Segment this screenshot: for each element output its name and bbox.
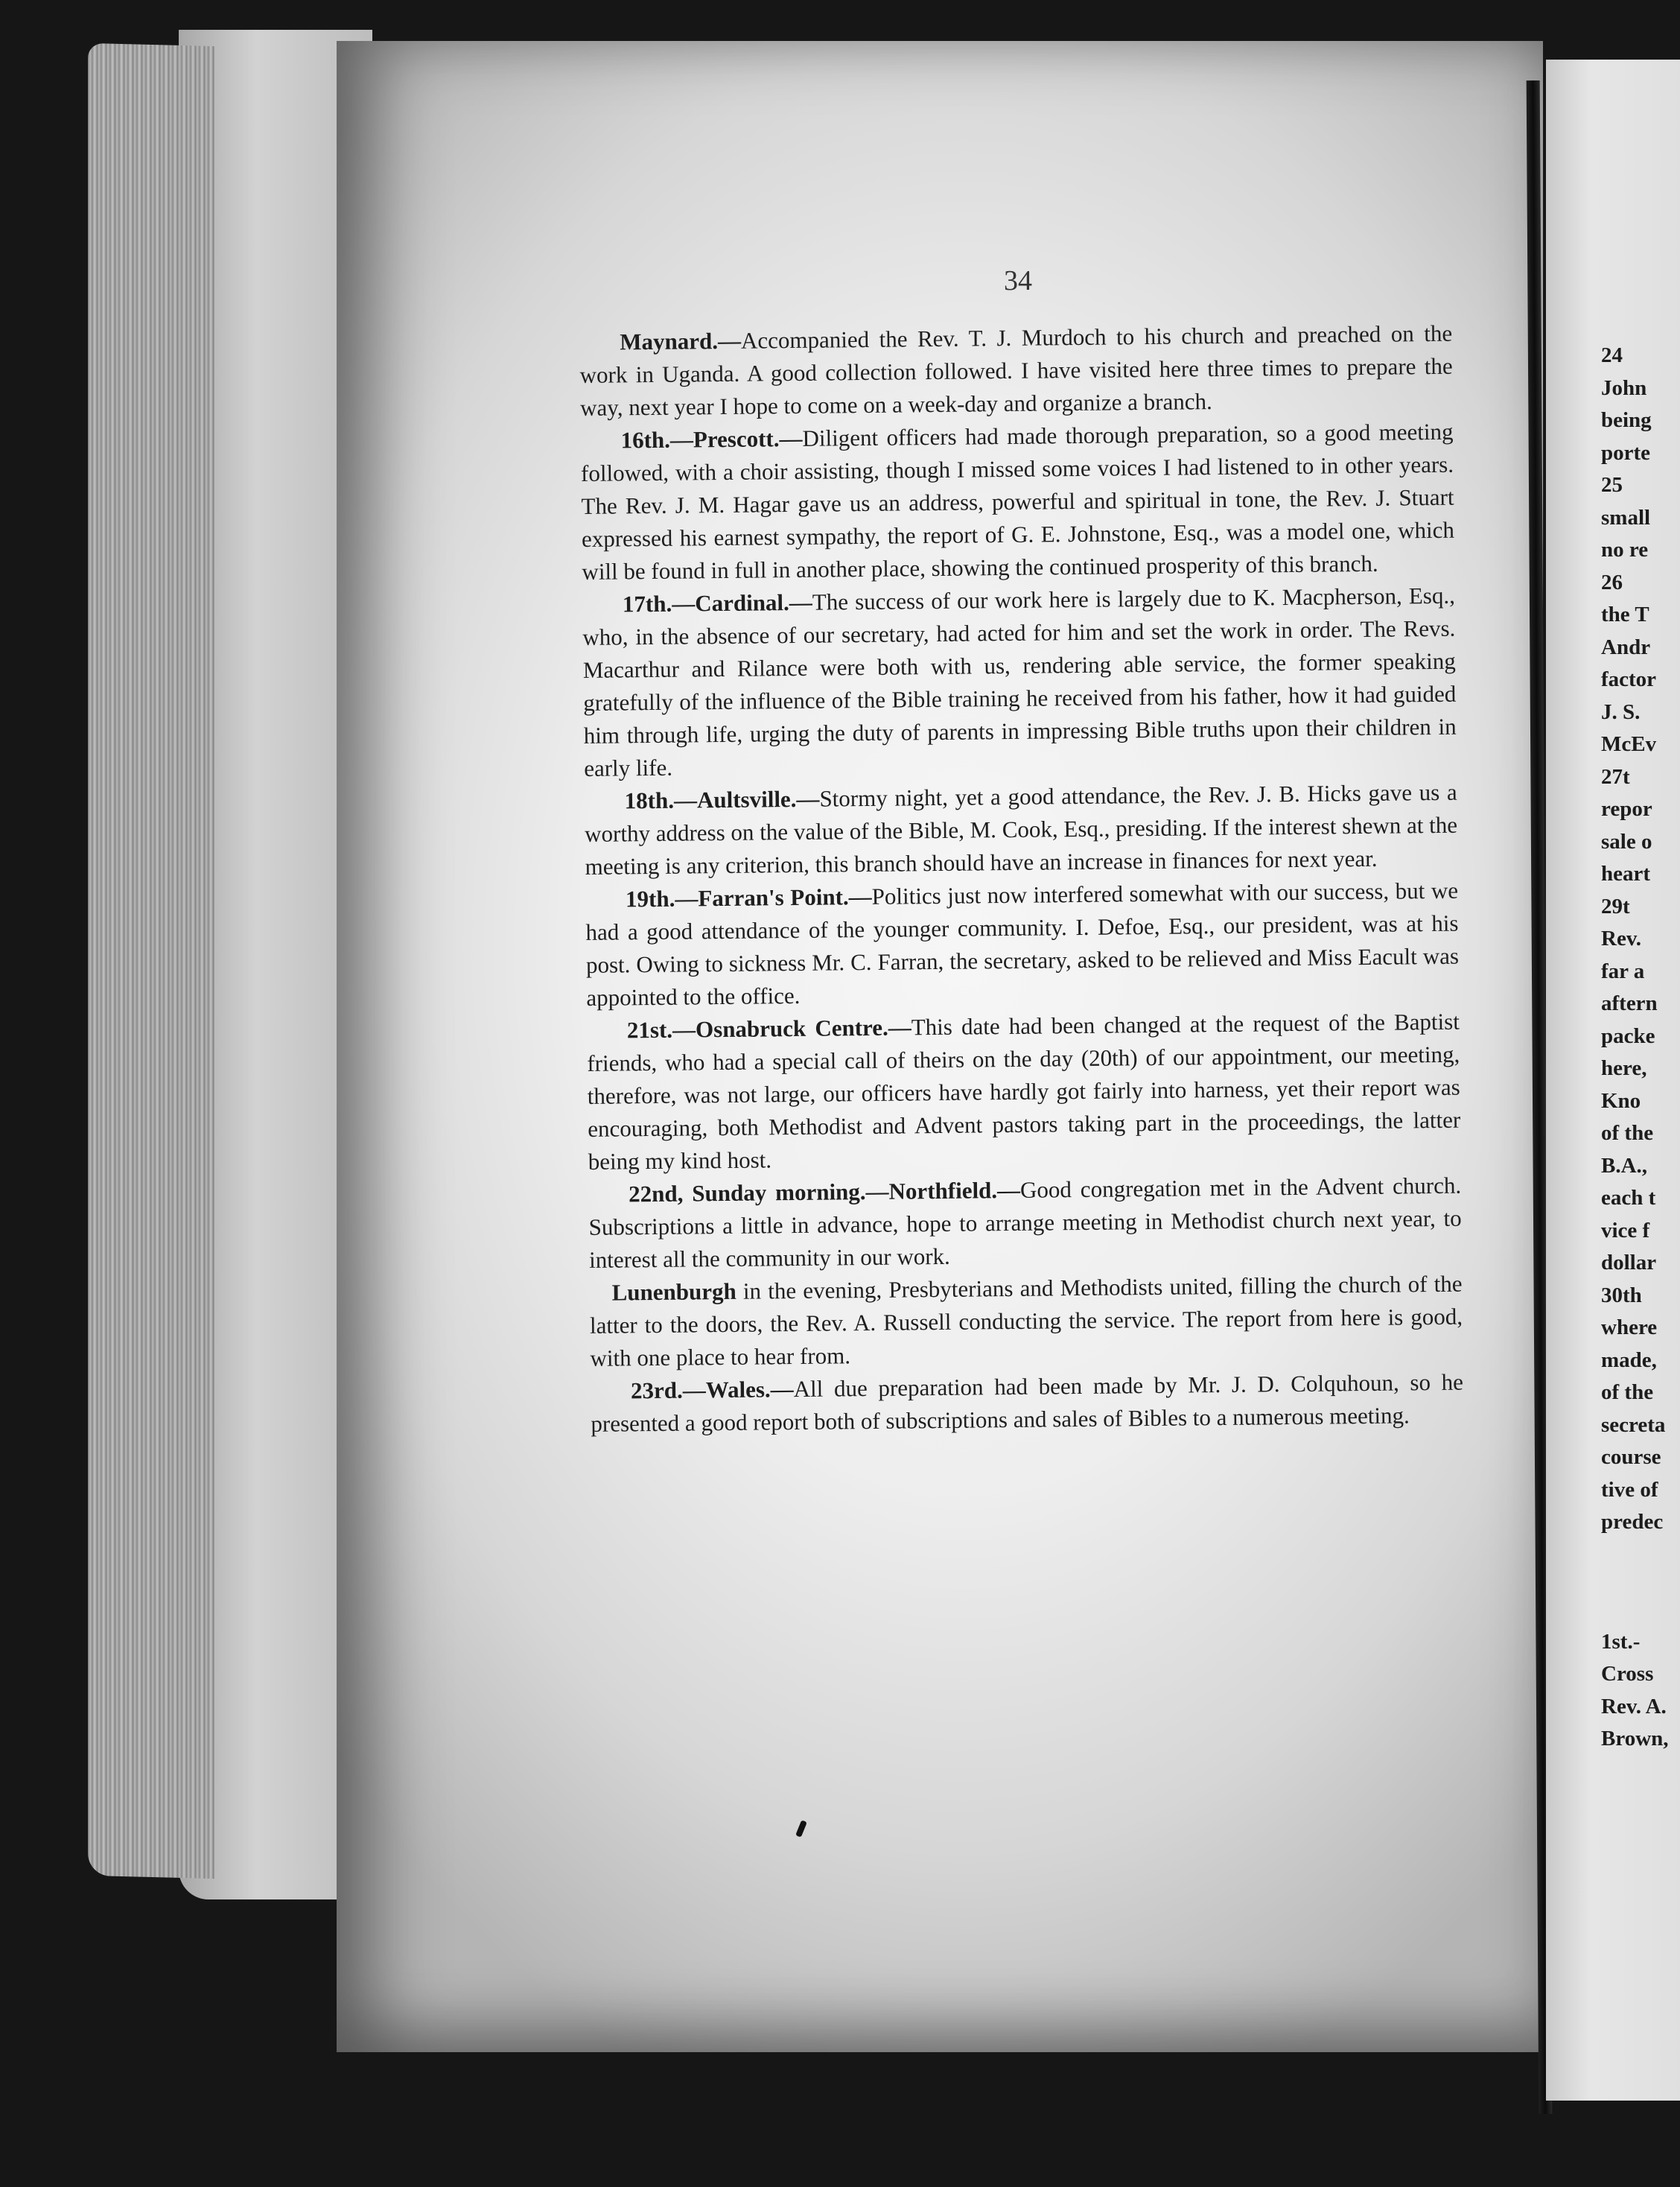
right-page-line: packe <box>1601 1023 1655 1048</box>
paragraph <box>591 1366 1464 1441</box>
right-page-line: each t <box>1601 1186 1656 1210</box>
right-page-line: heart <box>1601 862 1651 886</box>
right-page-line: secreta <box>1601 1412 1666 1437</box>
right-page-line: the T <box>1601 603 1649 626</box>
right-page-line: porte <box>1601 440 1651 465</box>
right-page-line: McEv <box>1601 732 1657 756</box>
right-page-line: Rev. A. <box>1601 1694 1667 1718</box>
right-page-line: Kno <box>1601 1088 1641 1113</box>
right-page-line: being <box>1601 408 1652 432</box>
right-page-line: Brown, <box>1601 1727 1669 1750</box>
right-page-line: sale o <box>1601 829 1652 854</box>
right-page-line: John <box>1601 375 1647 400</box>
paragraph-body: All due preparation had been made by Mr. J. D. Colquhoun, so he presented a good report both of subscriptions and sales of Bibles to a numerous meeting. <box>591 1368 1464 1437</box>
right-page-line: B.A., <box>1601 1153 1648 1178</box>
paragraph <box>588 1169 1462 1277</box>
right-page-gap <box>1601 1539 1680 1626</box>
paragraph-body: Good congregation met in the Advent church. Subscriptions a little in advance, hope to arrange meeting in Methodist church next year, to interest all the community in our work. <box>588 1172 1462 1273</box>
right-page-line: factor <box>1601 667 1657 691</box>
right-page-line: aftern <box>1601 991 1658 1015</box>
right-page-line: Rev. <box>1601 927 1641 950</box>
right-page-line: course <box>1601 1445 1661 1469</box>
right-page-line: 26 <box>1601 570 1623 594</box>
right-page-line: far a <box>1601 959 1645 983</box>
right-page-line: 1st.- <box>1601 1629 1641 1654</box>
paragraph-heading: 19th.—Farran's Point.— <box>625 883 872 912</box>
paragraph <box>585 875 1460 1015</box>
right-page-line: small <box>1601 505 1651 530</box>
paragraph <box>589 1268 1463 1375</box>
right-page-line: Andr <box>1601 635 1651 659</box>
paragraph-heading: 22nd, Sunday morning.—Northfield.— <box>629 1176 1021 1207</box>
page-number: 34 <box>1004 265 1032 296</box>
right-page-line: 27t <box>1601 764 1630 789</box>
paragraph-heading: 21st.—Osnabruck Centre.— <box>626 1014 911 1044</box>
right-page-line: 25 <box>1601 473 1623 497</box>
paragraph-heading: Maynard.— <box>620 327 742 355</box>
paragraph-heading: 18th.—Aultsville.— <box>624 785 820 814</box>
paragraph-body: Diligent officers had made thorough preparation, so a good meeting followed, with a choir assisting, though I missed some voices I had listened to in other years. The Rev. J. M. Hagar gave us an address, powerful and spiritual in tone, the Rev. J. Stuart expressed his earnest sympathy, the report of G. E. Johnstone, Esq., was a model one, which will be found in full in another place, showing the continued prosperity of this branch. <box>580 418 1455 585</box>
right-page-line: 29t <box>1601 894 1630 918</box>
right-page-line: J. S. <box>1601 699 1641 724</box>
paragraph-body: The success of our work here is largely due to K. Macpherson, Esq., who, in the absence of our secretary, had acted for him and set the work in order. The Revs. Macarthur and Rilance were both with us, rendering able service, the former speaking gratefully of the influence of the Bible training he received from his father, how it had guided him through life, urging the duty of parents in impressing Bible truths upon their children in early life. <box>582 582 1457 781</box>
paragraph <box>584 776 1457 883</box>
paragraph-heading: 16th.—Prescott.— <box>620 425 803 454</box>
paragraph <box>587 1006 1461 1178</box>
right-page-line: of the <box>1601 1380 1654 1404</box>
paragraph-body: Stormy night, yet a good attendance, the Rev. J. B. Hicks gave us a worthy address on the value of the Bible, M. Cook, Esq., presiding. If the interest shewn at the meeting is any criterion, this branch should have an increase in finances for next year. <box>584 778 1458 880</box>
right-page-line: vice f <box>1601 1218 1650 1242</box>
paragraph-heading: Lunenburgh <box>611 1277 736 1306</box>
right-page-line: here, <box>1601 1056 1647 1080</box>
paragraph-heading: 17th.—Cardinal.— <box>622 588 812 618</box>
paragraph-body: in the evening, Presbyterians and Methodists united, filling the church of the latter to the doors, the Rev. A. Russell conducting the service. The report from here is good, with one place to hear from. <box>589 1270 1463 1371</box>
right-page-line: dollar <box>1601 1251 1657 1275</box>
page-text <box>579 317 1464 1441</box>
right-page-line: no re <box>1601 538 1649 562</box>
right-page-line: predec <box>1601 1510 1664 1534</box>
right-page-line: repor <box>1601 797 1652 821</box>
right-page-text <box>1601 340 1680 1756</box>
paragraph-body: This date had been changed at the request of the Baptist friends, who had a special call of theirs on the day (20th) of our appointment, our meeting, therefore, was not large, our officers have hardly got fairly into harness, yet their report was encouraging, both Methodist and Advent pastors taking part in the proceedings, the latter being my kind host. <box>587 1008 1461 1175</box>
paragraph <box>582 580 1457 785</box>
page-edge-stack-outer <box>88 43 214 1879</box>
right-page-line: made, <box>1601 1348 1657 1372</box>
right-page-line: 24 <box>1601 343 1623 367</box>
right-page-line: 30th <box>1601 1283 1642 1307</box>
right-page-line: where <box>1601 1315 1658 1339</box>
right-page-line: of the <box>1601 1121 1654 1145</box>
paragraph-body: Politics just now interfered somewhat with our success, but we had a good attendance of the younger community. I. Defoe, Esq., our president, was at his post. Owing to sickness Mr. C. Farran, the secretary, asked to be relieved and Miss Eacult was appointed to the office. <box>585 877 1460 1011</box>
paragraph-body: Accompanied the Rev. T. J. Murdoch to his church and preached on the work in Uganda. A good collection followed. I have visited here three times to prepare the way, next year I hope to come on a week-day and organize a branch. <box>579 320 1453 421</box>
right-page-line: Cross <box>1601 1662 1654 1686</box>
paragraph <box>579 317 1453 425</box>
paragraph-heading: 23rd.—Wales.— <box>630 1376 794 1404</box>
paragraph <box>580 416 1454 588</box>
right-page-line: tive of <box>1601 1477 1658 1502</box>
